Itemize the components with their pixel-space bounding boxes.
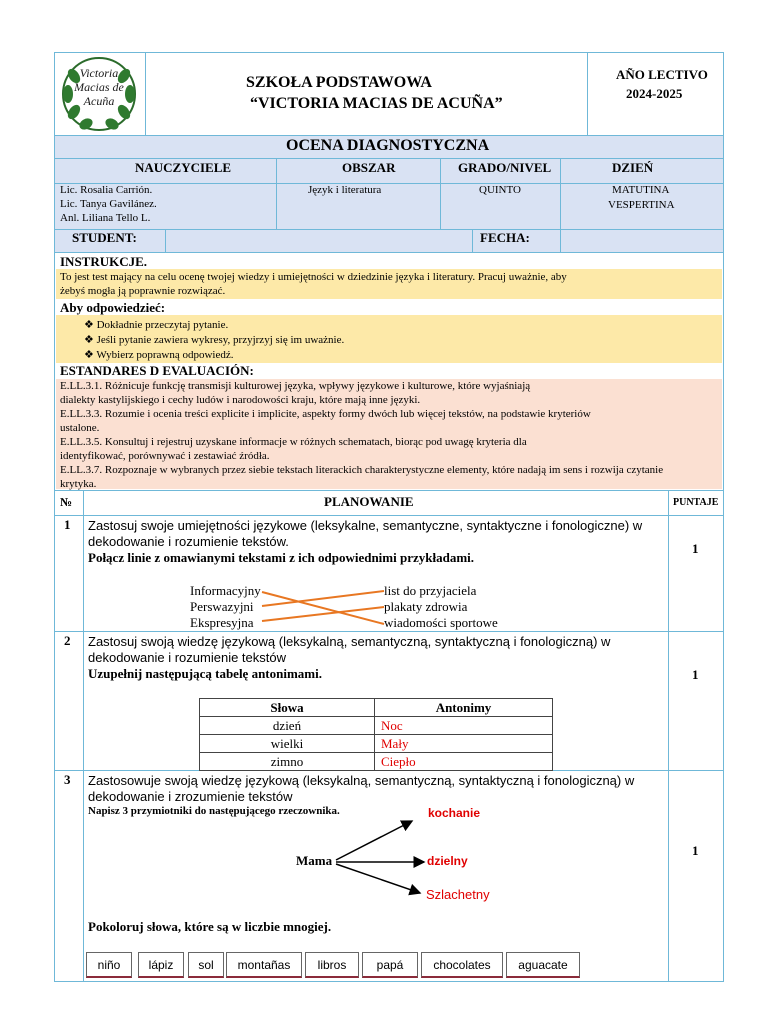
standard-line-1: E.LL.3.1. Różnicuje funkcję transmisji kulturowej języka, wpływy językowe i kulturowe, które wyjaśniają (60, 380, 531, 392)
plan-header-score: PUNTAJE (673, 497, 719, 508)
q3-adjective-1[interactable]: kochanie (428, 806, 481, 820)
antonym-header-antonyms: Antonimy (374, 698, 553, 717)
standard-line-4: ustalone. (60, 422, 100, 434)
word-box-papa[interactable]: papá (362, 952, 418, 978)
school-logo-text: Victoria Macias de Acuña (74, 66, 124, 108)
school-name-line1: SZKOŁA PODSTAWOWA (246, 74, 432, 91)
instructions-line-1: To jest test mający na celu ocenę twojej wiedzy i umiejętności w dziedzinie języka i literatury. Pracuj uważnie, aby (60, 271, 567, 283)
area-value: Język i literatura (308, 184, 382, 196)
word-box-libros[interactable]: libros (305, 952, 359, 978)
q3-arrow-1 (336, 821, 412, 860)
word-box-chocolates[interactable]: chocolates (421, 952, 503, 978)
answer-title: Aby odpowiedzieć: (60, 300, 166, 315)
q3-arrow-3 (336, 864, 420, 893)
q1-left-3: Ekspresyjna (190, 615, 254, 630)
q2-score: 1 (692, 667, 699, 682)
grade-value: QUINTO (479, 184, 521, 196)
standard-line-7: E.LL.3.7. Rozpoznaje w wybranych przez siebie tekstach literackich charakterystyczne elementy, które nadają im sens i rozwija czytanie (60, 464, 664, 476)
answer-bullet-2: ❖ Jeśli pytanie zawiera wykresy, przyjrzyj się im uważnie. (84, 334, 345, 346)
answer-bullet-3: ❖ Wybierz poprawną odpowiedź. (84, 349, 234, 361)
q1-line-2: dekodowanie i rozumienie tekstów. (88, 534, 289, 549)
day-value-1: MATUTINA (612, 184, 670, 196)
antonym-word-2: wielki (199, 734, 375, 753)
info-header-teachers: NAUCZYCIELE (135, 160, 232, 175)
word-box-nino[interactable]: niño (86, 952, 132, 978)
standard-line-3: E.LL.3.3. Rozumie i ocenia treści explicite i implicite, aspekty formy dwóch lub więcej tekstów, na podstawie kryteriów (60, 408, 591, 420)
q1-left-2: Perswazyjni (190, 599, 254, 614)
standard-line-5: E.LL.3.5. Konsultuj i rejestruj uzyskane informacje w różnych schematach, biorąc pod uwagę kryteria dla (60, 436, 527, 448)
q1-line-1: Zastosuj swoje umiejętności językowe (leksykalne, semantyczne, syntaktyczne i fonologiczne) w (88, 518, 643, 533)
standard-line-6: identyfikować, porównywać i zestawiać źródła. (60, 450, 270, 462)
q3-line-1: Zastosowuje swoją wiedzę językową (leksykalną, semantyczną, syntaktyczną i fonologiczną) w (88, 773, 635, 788)
school-year-label: AÑO LECTIVO (616, 67, 708, 82)
info-header-day: DZIEŃ (612, 160, 654, 175)
q3-color-instruction: Pokoloruj słowa, które są w liczbie mnogiej. (88, 919, 332, 934)
antonym-word-3: zimno (199, 752, 375, 771)
plan-header-plan: PLANOWANIE (324, 494, 414, 509)
antonym-header-words: Słowa (199, 698, 375, 717)
q3-noun: Mama (296, 853, 333, 868)
q3-adjective-2[interactable]: dzielny (427, 854, 468, 868)
q1-score: 1 (692, 541, 699, 556)
antonym-answer-3[interactable]: Ciepło (374, 752, 553, 771)
q2-line-2: dekodowanie i rozumienie tekstów (88, 650, 286, 665)
plan-header-num: № (60, 495, 73, 509)
word-box-sol[interactable]: sol (188, 952, 224, 978)
info-header-grade: GRADO/NIVEL (458, 160, 552, 175)
q1-right-2: plakaty zdrowia (384, 599, 468, 614)
q1-left-1: Informacyjny (190, 583, 261, 598)
page-title: OCENA DIAGNOSTYCZNA (286, 137, 490, 154)
q2-line-1: Zastosuj swoją wiedzę językową (leksykalną, semantyczną, syntaktyczną i fonologiczną) w (88, 634, 611, 649)
q1-number: 1 (64, 517, 71, 532)
standards-title: ESTANDARES D EVALUACIÓN: (60, 363, 254, 378)
q3-score: 1 (692, 843, 699, 858)
q3-instruction: Napisz 3 przymiotniki do następującego rzeczownika. (88, 805, 340, 817)
word-box-montanas[interactable]: montañas (226, 952, 302, 978)
instructions-line-2: żebyś mogła ją poprawnie rozwiązać. (60, 285, 226, 297)
antonym-word-1: dzień (199, 716, 375, 735)
q1-right-1: list do przyjaciela (384, 583, 477, 598)
school-year-value: 2024-2025 (626, 86, 683, 101)
student-label: STUDENT: (72, 230, 137, 245)
q1-instruction: Połącz linie z omawianymi tekstami z ich odpowiednimi przykładami. (88, 550, 475, 565)
day-value-2: VESPERTINA (608, 199, 675, 211)
q2-instruction: Uzupełnij następującą tabelę antonimami. (88, 666, 322, 681)
standard-line-8: krytyka. (60, 478, 97, 490)
antonym-answer-2[interactable]: Mały (374, 734, 553, 753)
answer-bullet-1: ❖ Dokładnie przeczytaj pytanie. (84, 319, 229, 331)
teacher-2: Lic. Tanya Gavilánez. (60, 198, 157, 210)
q3-number: 3 (64, 772, 71, 787)
teacher-1: Lic. Rosalia Carrión. (60, 184, 153, 196)
q3-adjective-3[interactable]: Szlachetny (426, 887, 490, 902)
antonym-answer-1[interactable]: Noc (374, 716, 553, 735)
instructions-title: INSTRUKCJE. (60, 254, 148, 269)
school-name-line2: “VICTORIA MACIAS DE ACUÑA” (250, 95, 503, 112)
word-box-lapiz[interactable]: lápiz (138, 952, 184, 978)
teacher-3: Anl. Liliana Tello L. (60, 212, 151, 224)
date-label: FECHA: (480, 230, 530, 245)
q1-right-3: wiadomości sportowe (384, 615, 498, 630)
standard-line-2: dialekty kastylijskiego i cechy ludów i narodowości kraju, które mają inne języki. (60, 394, 421, 406)
q3-line-2: dekodowanie i zrozumienie tekstów (88, 789, 293, 804)
info-header-area: OBSZAR (342, 160, 396, 175)
q2-number: 2 (64, 633, 71, 648)
word-box-aguacate[interactable]: aguacate (506, 952, 580, 978)
